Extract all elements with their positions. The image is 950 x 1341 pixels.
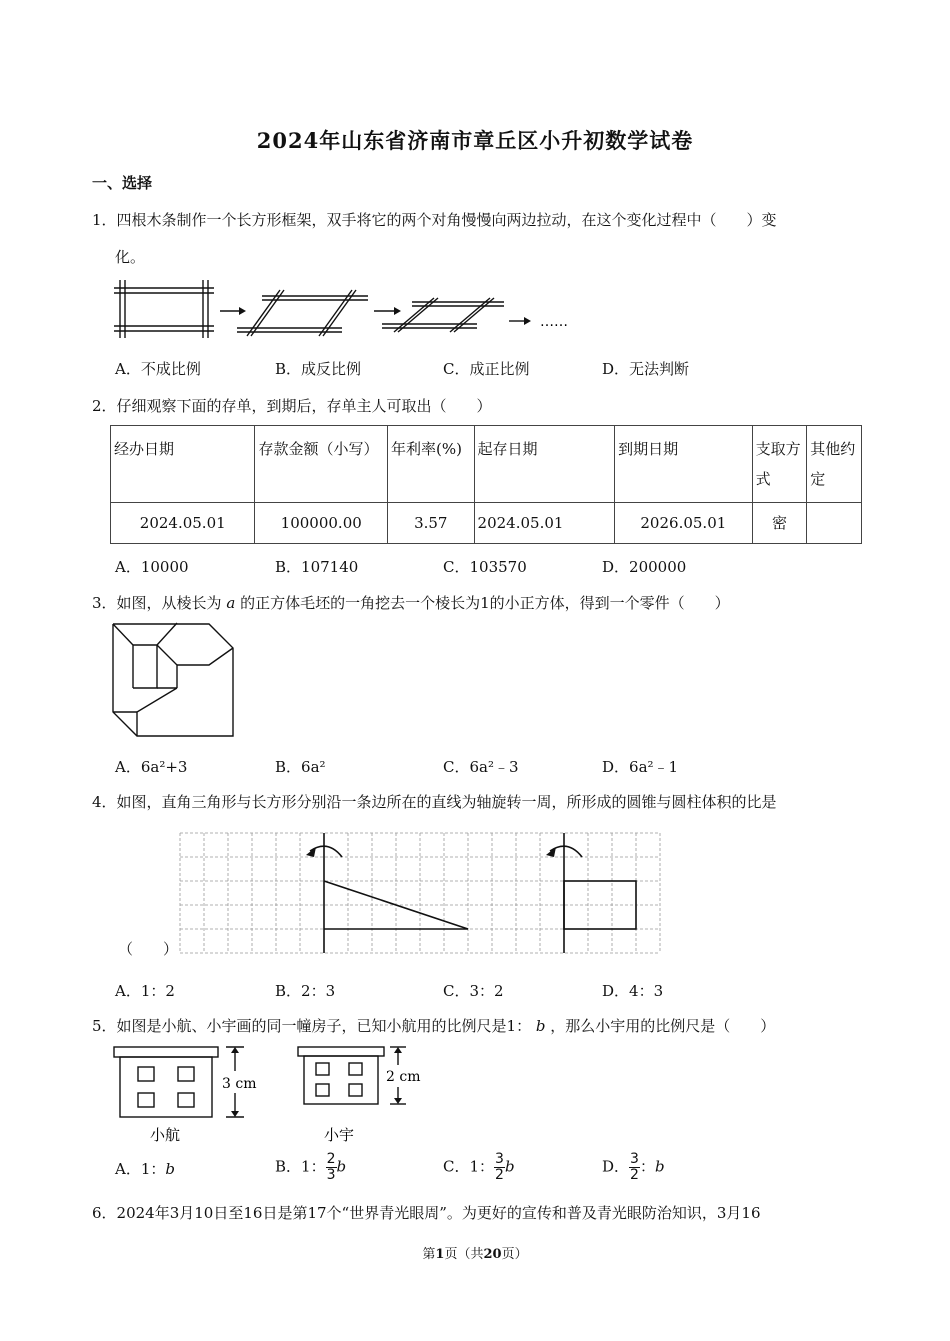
option-d[interactable]: D．6a²﹣1 xyxy=(602,758,679,776)
frame-transform-figure xyxy=(112,278,592,338)
question-1 xyxy=(92,210,777,230)
dimension-right: 2 cm xyxy=(386,1069,421,1085)
value-cell xyxy=(807,503,862,544)
variable-b: b xyxy=(654,1157,665,1176)
variable-b: b xyxy=(535,1017,546,1035)
option-b[interactable]: B．成反比例 xyxy=(275,360,362,378)
page-footer: 第1页（共20页） xyxy=(422,1247,528,1262)
fraction: $\frac{2}{3}$ xyxy=(326,1151,336,1183)
header-cell: 支取方式 xyxy=(752,426,807,503)
option-a[interactable]: A．1：2 xyxy=(115,982,175,1000)
question-4 xyxy=(92,792,777,812)
question-text: 的正方体毛坯的一角挖去一个棱长为1的小正方体，得到一个零件（ ） xyxy=(240,594,730,612)
variable-b: b xyxy=(336,1157,347,1176)
variable-b: b xyxy=(165,1160,175,1178)
label-xiaoyu: 小宇 xyxy=(324,1126,355,1144)
value-cell: 2024.05.01 xyxy=(474,503,615,544)
header-cell: 其他约定 xyxy=(807,426,862,503)
option-a[interactable]: A．6a²+3 xyxy=(115,758,188,776)
page-title: 2024年山东省济南市章丘区小升初数学试卷 xyxy=(256,128,694,153)
question-text: 如图，从棱长为 xyxy=(116,594,222,612)
option-d[interactable]: D．4：3 xyxy=(602,982,664,1000)
header-cell: 经办日期 xyxy=(111,426,255,503)
option-c[interactable] xyxy=(443,1152,515,1183)
variable-b: b xyxy=(504,1157,515,1176)
section-heading: 一、选择 xyxy=(92,174,153,192)
question-number: 3． xyxy=(92,594,117,612)
question-text: 如图是小航、小宇画的同一幢房子，已知小航用的比例尺是1： xyxy=(116,1017,532,1035)
value-cell: 2026.05.01 xyxy=(615,503,753,544)
question-number: 1． xyxy=(92,211,117,229)
question-3 xyxy=(92,593,730,613)
question-number: 2． xyxy=(92,397,117,415)
dimension-left: 3 cm xyxy=(222,1076,257,1092)
option-d[interactable]: D．无法判断 xyxy=(602,360,690,378)
question-6 xyxy=(92,1203,761,1223)
fraction: $\frac{3}{2}$ xyxy=(495,1151,504,1183)
fraction: $\frac{3}{2}$ xyxy=(630,1151,639,1183)
option-a[interactable]: A．不成比例 xyxy=(115,360,201,378)
question-number: 6． xyxy=(92,1204,117,1222)
label-xiaohang: 小航 xyxy=(150,1126,181,1144)
option-b[interactable] xyxy=(275,1152,346,1183)
ellipsis: …… xyxy=(540,314,568,330)
page-number: 1 xyxy=(435,1247,445,1262)
options-q5 xyxy=(115,1152,875,1192)
option-c-text: C．1： xyxy=(443,1157,495,1176)
variable-a: a xyxy=(226,594,236,612)
option-d[interactable]: D． $\frac{3}{2}$ ：b xyxy=(602,1151,665,1183)
question-number: 5． xyxy=(92,1017,117,1035)
question-text: 如图，直角三角形与长方形分别沿一条边所在的直线为轴旋转一周，所形成的圆锥与圆柱体积的比是 xyxy=(116,793,777,811)
value-cell: 100000.00 xyxy=(255,503,388,544)
option-a[interactable] xyxy=(115,1158,175,1179)
option-d-text: D． xyxy=(602,1157,630,1176)
option-c[interactable]: C．103570 xyxy=(443,558,527,576)
cube-with-notch-figure xyxy=(112,623,237,738)
rotation-grid-figure xyxy=(180,833,662,953)
question-text: ，那么小宇用的比例尺是（ ） xyxy=(550,1017,776,1035)
option-c[interactable]: C．6a²﹣3 xyxy=(443,758,519,776)
option-a-text: A．1： xyxy=(115,1160,166,1178)
header-cell: 到期日期 xyxy=(615,426,753,503)
question-text: 仔细观察下面的存单，到期后，存单主人可取出（ ） xyxy=(116,397,492,415)
option-c[interactable]: C．3：2 xyxy=(443,982,504,1000)
option-b[interactable]: B．6a² xyxy=(275,758,326,776)
question-1-continuation: 化。 xyxy=(115,248,146,266)
house-drawings-figure xyxy=(112,1043,442,1148)
deposit-slip-table xyxy=(110,425,862,544)
header-cell: 年利率(%) xyxy=(388,426,475,503)
question-5 xyxy=(92,1016,775,1036)
header-cell: 存款金额（小写） xyxy=(255,426,388,503)
answer-paren: （ ） xyxy=(118,940,179,958)
value-cell: 3.57 xyxy=(388,503,475,544)
option-b-text: B．1： xyxy=(275,1157,326,1176)
table-header-row xyxy=(111,426,862,503)
header-cell: 起存日期 xyxy=(474,426,615,503)
value-cell: 密 xyxy=(752,503,807,544)
table-row xyxy=(111,503,862,544)
total-pages: 20 xyxy=(483,1247,502,1262)
value-cell: 2024.05.01 xyxy=(111,503,255,544)
question-text: 2024年3月10日至16日是第17个“世界青光眼周”。为更好的宣传和普及青光眼防治知识，3月16 xyxy=(116,1204,761,1222)
option-b[interactable]: B．107140 xyxy=(275,558,359,576)
option-d[interactable]: D．200000 xyxy=(602,558,687,576)
question-2 xyxy=(92,396,492,416)
option-b[interactable]: B．2：3 xyxy=(275,982,336,1000)
option-a[interactable]: A．10000 xyxy=(115,558,189,576)
question-text: 四根木条制作一个长方形框架，双手将它的两个对角慢慢向两边拉动，在这个变化过程中（ ）变 xyxy=(116,211,777,229)
option-c[interactable]: C．成正比例 xyxy=(443,360,530,378)
question-number: 4． xyxy=(92,793,117,811)
